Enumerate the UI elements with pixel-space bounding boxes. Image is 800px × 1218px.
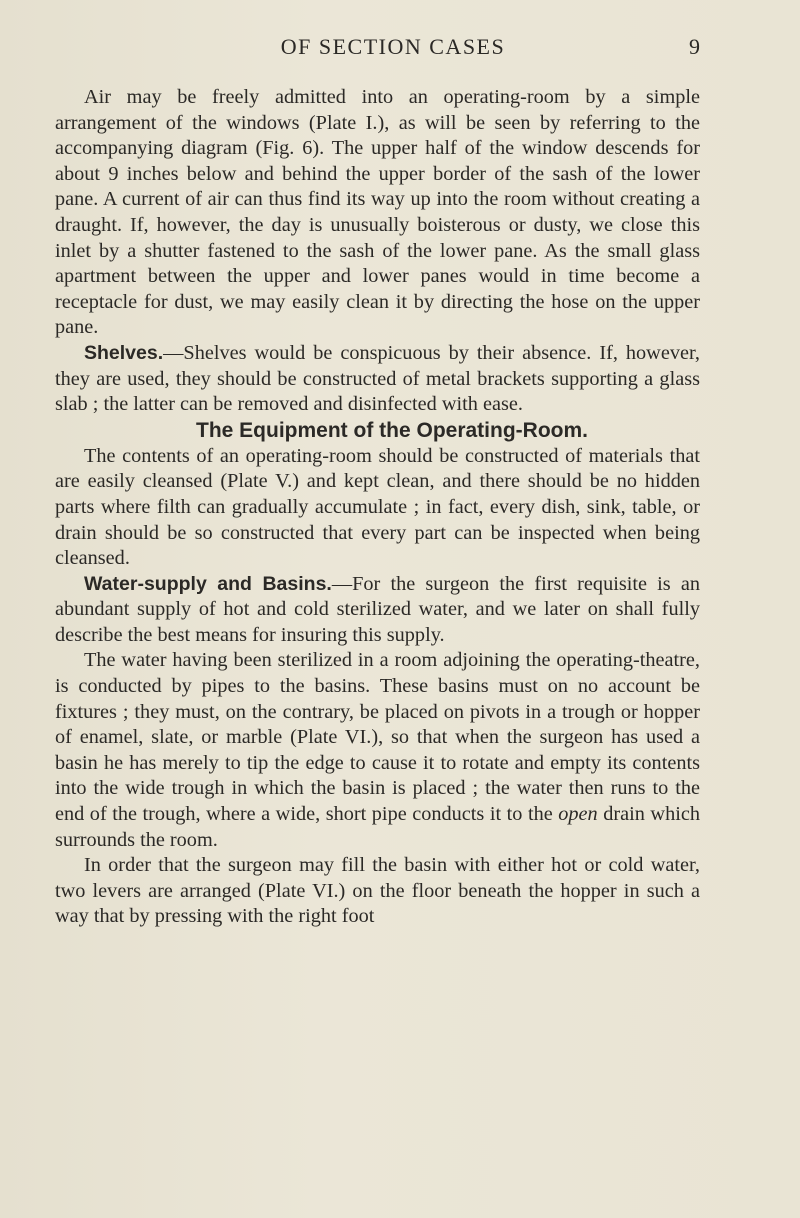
- section-heading: The Equipment of the Operating-Room.: [196, 418, 588, 442]
- paragraph-levers: In order that the surgeon may fill the basin with either hot or cold water, two levers are arranged (Plate VI.) on the floor beneath the hopper in such a way that by pressing with the right foot: [55, 854, 700, 928]
- page-number: 9: [689, 34, 700, 59]
- basins-text-after: drain which surrounds the room.: [55, 803, 700, 851]
- page-header: [86, 34, 700, 64]
- running-head: OF SECTION CASES: [280, 34, 506, 59]
- basins-text-italic: open: [558, 803, 598, 826]
- paragraph-water-supply: [55, 572, 700, 649]
- paragraph-air-admission: Air may be freely admitted into an operating-room by a simple arrangement of the windows (Plate I.), as will be seen by referring to the accompanying diagram (Fig. 6). The upper half of the window descends for about 9 inches below and behind the upper border of the sash of the lower pane. A current of air can thus find its way up into the room without creating a draught. If, however, the day is unusually boisterous or dusty, we close this inlet by a shutter fastened to the sash of the lower pane. As the small glass apartment between the upper and lower panes would in time become a receptacle for dust, we may easily clean it by directing the hose on the upper pane.: [55, 86, 700, 339]
- water-supply-text: —For the surgeon the first requisite is an abundant supply of hot and cold sterilized water, and we later on shall fully describe the best means for insuring this supply.: [55, 572, 700, 646]
- water-supply-heading: Water-supply and Basins.: [84, 572, 332, 595]
- shelves-text: —Shelves would be conspicuous by their absence. If, however, they are used, they should be constructed of metal brackets supporting a glass slab ; the latter can be removed and disinfected with ease.: [55, 341, 700, 416]
- basins-text-before: The water having been sterilized in a room adjoining the operating-theatre, is conducted by pipes to the basins. These basins must on no account be fixtures ; they must, on the contrary, be placed on pivots in a trough or hopper of enamel, slate, or marble (Plate VI.), so that when the surgeon has used a basin he has merely to tip the edge to cause it to rotate and empty its contents into the wide trough in which the basin is placed ; the water then runs to the end of the trough, where a wide, short pipe conducts it to the: [55, 649, 700, 826]
- paragraph-basins: [55, 648, 700, 853]
- paragraph-equipment: The contents of an operating-room should be constructed of materials that are easily cleansed (Plate V.) and kept clean, and there should be no hidden parts where filth can gradually accumulate ; in fact, every dish, sink, table, or drain should be so constructed that every part can be inspected when being cleansed.: [55, 444, 700, 570]
- shelves-heading: Shelves.: [84, 341, 164, 364]
- paragraph-shelves: [55, 341, 700, 418]
- body-text: [55, 85, 700, 930]
